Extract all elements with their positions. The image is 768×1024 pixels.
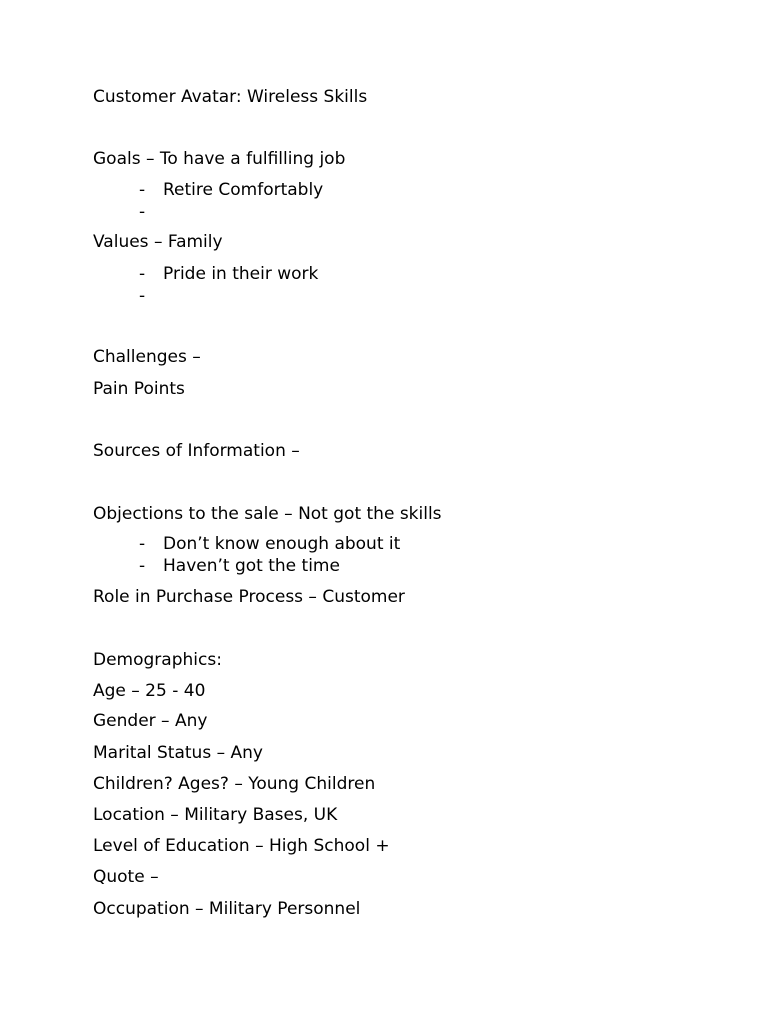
education-line: Level of Education – High School + [93, 836, 390, 856]
goals-bullet-1 [139, 179, 323, 201]
goals-bullet-1-text: Retire Comfortably [163, 180, 324, 200]
bullet-marker: - [139, 556, 146, 576]
values-bullet-1-text: Pride in their work [163, 264, 319, 284]
bullet-marker: - [139, 202, 146, 222]
quote-line: Quote – [93, 867, 159, 887]
objections-bullet-2 [139, 555, 340, 577]
bullet-marker: - [139, 264, 146, 284]
age-line: Age – 25 - 40 [93, 681, 206, 701]
bullet-marker: - [139, 286, 146, 306]
location-line: Location – Military Bases, UK [93, 805, 338, 825]
goals-bullet-2 [139, 201, 163, 223]
sources-line: Sources of Information – [93, 441, 300, 461]
occupation-line: Occupation – Military Personnel [93, 899, 361, 919]
goals-heading: Goals – To have a fulfilling job [93, 149, 346, 169]
values-bullet-1 [139, 263, 318, 285]
bullet-marker: - [139, 180, 146, 200]
objections-bullet-1 [139, 533, 400, 555]
gender-line: Gender – Any [93, 711, 208, 731]
pain-points-line: Pain Points [93, 379, 185, 399]
objections-bullet-2-text: Haven’t got the time [163, 556, 340, 576]
values-heading: Values – Family [93, 232, 223, 252]
demographics-heading: Demographics: [93, 650, 222, 670]
bullet-marker: - [139, 534, 146, 554]
challenges-line: Challenges – [93, 347, 201, 367]
marital-status-line: Marital Status – Any [93, 743, 263, 763]
values-bullet-2 [139, 285, 163, 307]
role-line: Role in Purchase Process – Customer [93, 587, 405, 607]
children-line: Children? Ages? – Young Children [93, 774, 376, 794]
document-title: Customer Avatar: Wireless Skills [93, 87, 368, 107]
objections-heading: Objections to the sale – Not got the skills [93, 504, 442, 524]
objections-bullet-1-text: Don’t know enough about it [163, 534, 401, 554]
